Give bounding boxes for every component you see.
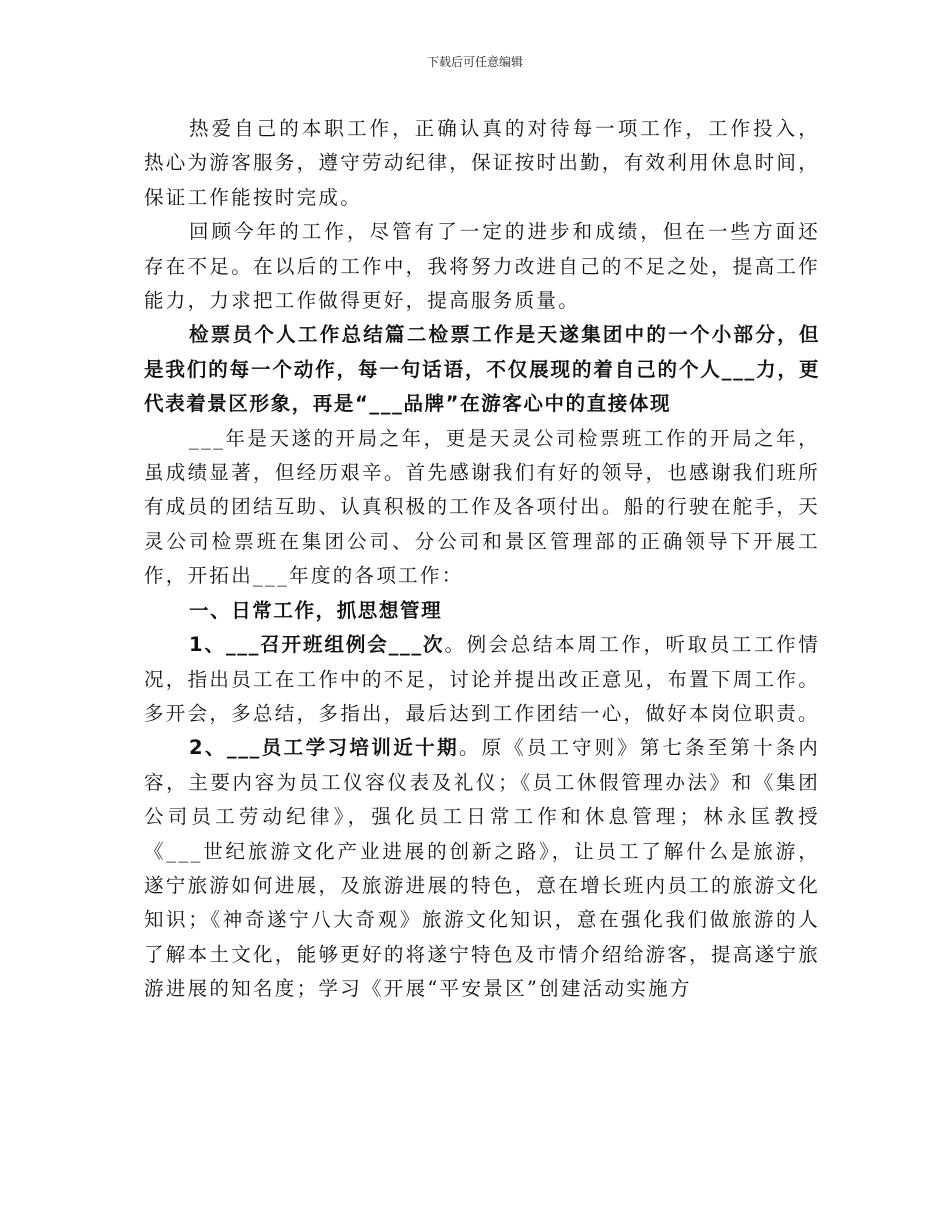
item-2-text: 。原《员工守则》第七条至第十条内容，主要内容为员工仪容仪表及礼仪；《员工休假管理办法》和《集团公司员工劳动纪律》，强化员工日常工作和休息管理；林永匡教授《___世纪旅游文化产业进展的创新之路》，让员工了解什么是旅游，遂宁旅游如何进展，及旅游进展的特色，意在增长班内员工的旅游文化知识；《神奇遂宁八大奇观》旅游文化知识，意在强化我们做旅游的人了解本土文化，能够更好的将遂宁特色及市情介绍给游客，提高遂宁旅游进展的知名度；学习《开展“平安景区”创建活动实施方 <box>144 736 820 1001</box>
paragraph-work-attitude: 热爱自己的本职工作，正确认真的对待每一项工作，工作投入，热心为游客服务，遵守劳动纪律，保证按时出勤，有效利用休息时间，保证工作能按时完成。 <box>144 117 820 209</box>
heading-daily-work: 一、日常工作，抓思想管理 <box>189 598 443 622</box>
page-header: 下载后可任意编辑 <box>426 55 523 69</box>
item-1-lead: 1、___召开班组例会___次 <box>189 633 445 657</box>
paragraph-item-1 <box>144 628 820 731</box>
document-body <box>144 112 820 1007</box>
paragraph-opening-year: ___年是天遂的开局之年，更是天灵公司检票班工作的开局之年，虽成绩显著，但经历艰辛。首先感谢我们有好的领导，也感谢我们班所有成员的团结互助、认真积极的工作及各项付出。船的行驶在舵手，天灵公司检票班在集团公司、分公司和景区管理部的正确领导下开展工作，开拓出___年度的各项工作： <box>144 426 820 588</box>
paragraph-item-2 <box>144 731 820 1006</box>
paragraph-review: 回顾今年的工作，尽管有了一定的进步和成绩，但在一些方面还存在不足。在以后的工作中，我将努力改进自己的不足之处，提高工作能力，力求把工作做得更好，提高服务质量。 <box>144 220 820 313</box>
item-1-text: 。例会总结本周工作，听取员工工作情况，指出员工在工作中的不足，讨论并提出改正意见，布置下周工作。多开会，多总结，多指出，最后达到工作团结一心，做好本岗位职责。 <box>144 633 820 725</box>
paragraph-section-title: 检票员个人工作总结篇二检票工作是天遂集团中的一个小部分，但是我们的每一个动作，每一句话语，不仅展现的着自己的个人___力，更代表着景区形象，再是“___品牌”在游客心中的直接体现 <box>144 323 820 416</box>
item-2-lead: 2、___员工学习培训近十期 <box>189 736 459 760</box>
